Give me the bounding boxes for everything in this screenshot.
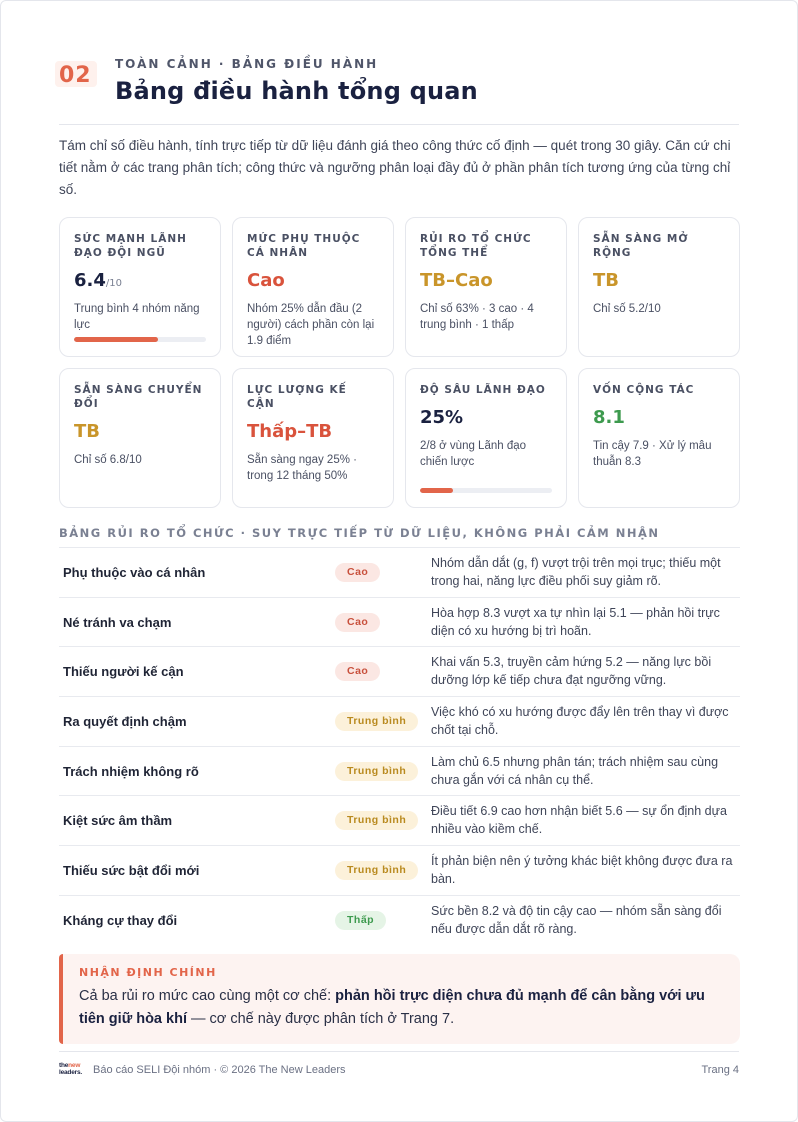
risk-description: Làm chủ 6.5 nhưng phân tán; trách nhiệm sau cùng chưa gắn với cá nhân cụ thể. (431, 754, 719, 787)
page-title: Bảng điều hành tổng quan (115, 77, 478, 105)
kpi-card-value (247, 421, 379, 446)
kpi-card-detail: Chỉ số 5.2/10 (593, 303, 661, 315)
risk-description: Việc khó có xu hướng được đẩy lên trên thay vì được chốt tại chỗ. (431, 705, 729, 738)
risk-level-badge: Cao (335, 613, 380, 632)
kpi-card-detail: Nhóm 25% dẫn đầu (2 người) cách phần còn lại 1.9 điểm (247, 303, 375, 347)
kpi-card-value (74, 421, 206, 446)
section-eyebrow: TOÀN CẢNH · BẢNG ĐIỀU HÀNH (115, 57, 379, 71)
insight-text-bold: phản hồi trực diện chưa đủ mạnh để cân bằng với ưu tiên giữ hòa khí (79, 988, 705, 1027)
risk-name: Kháng cự thay đổi (63, 912, 178, 928)
kpi-progress-bar (74, 337, 206, 342)
kpi-value-text: 25% (420, 407, 464, 428)
risk-level-badge: Trung bình (335, 712, 418, 731)
risk-level-badge: Cao (335, 662, 380, 681)
kpi-value-text: 6.4 (74, 270, 106, 291)
risk-name: Né tránh va chạm (63, 614, 172, 630)
header-divider (59, 124, 739, 125)
kpi-card-value (593, 407, 725, 432)
kpi-card (405, 368, 567, 508)
risk-description: Khai vấn 5.3, truyền cảm hứng 5.2 — năng lực bồi dưỡng lớp kế tiếp chưa đạt ngưỡng vững. (431, 655, 712, 688)
risk-row (59, 547, 740, 597)
kpi-value-text: 8.1 (593, 407, 625, 428)
kpi-card-value (420, 407, 552, 432)
risk-description: Ít phản biện nên ý tưởng khác biệt không được đưa ra bàn. (431, 854, 733, 887)
kpi-card-detail: 2/8 ở vùng Lãnh đạo chiến lược (420, 440, 527, 468)
kpi-card-label: RỦI RO TỔ CHỨC TỔNG THỂ (420, 233, 532, 259)
section-number: 02 (59, 63, 92, 88)
kpi-card (59, 217, 221, 357)
kpi-card-detail: Trung bình 4 nhóm năng lực (74, 303, 200, 331)
risk-row (59, 746, 740, 796)
kpi-card (232, 368, 394, 508)
kpi-card-detail: Chỉ số 6.8/10 (74, 454, 142, 466)
risk-description: Điều tiết 6.9 cao hơn nhận biết 5.6 — sự ổn định dựa nhiều vào kiềm chế. (431, 804, 727, 837)
risk-level-badge: Trung bình (335, 811, 418, 830)
kpi-card-label: VỐN CỘNG TÁC (593, 384, 695, 396)
kpi-card (59, 368, 221, 508)
kpi-value-denominator: /10 (105, 278, 122, 289)
kpi-progress-fill (420, 488, 453, 493)
risk-level-badge: Trung bình (335, 861, 418, 880)
risk-name: Phụ thuộc vào cá nhân (63, 565, 206, 580)
risk-table-heading: BẢNG RỦI RO TỔ CHỨC · SUY TRỰC TIẾP TỪ DỮ LIỆU, KHÔNG PHẢI CẢM NHẬN (59, 526, 660, 540)
kpi-card (578, 368, 740, 508)
kpi-card-label: SẴN SÀNG MỞ RỘNG (593, 233, 689, 259)
brand-logo (59, 1063, 87, 1079)
insight-label: NHẬN ĐỊNH CHÍNH (79, 966, 217, 979)
kpi-card-label: ĐỘ SÂU LÃNH ĐẠO (420, 384, 546, 396)
page-footer (59, 1063, 739, 1079)
risk-name: Thiếu sức bật đổi mới (63, 863, 200, 879)
risk-row (59, 895, 740, 945)
kpi-card-label: MỨC PHỤ THUỘC CÁ NHÂN (247, 233, 361, 259)
section-header (59, 57, 739, 121)
risk-level-badge: Cao (335, 563, 380, 582)
risk-row (59, 795, 740, 845)
risk-level-badge: Trung bình (335, 762, 418, 781)
kpi-card-detail: Tin cậy 7.9 · Xử lý mâu thuẫn 8.3 (593, 440, 712, 468)
risk-description: Sức bền 8.2 và độ tin cậy cao — nhóm sẵn sàng đổi nếu được dẫn dắt rõ ràng. (431, 903, 722, 936)
kpi-card-label: SỨC MẠNH LÃNH ĐẠO ĐỘI NGŨ (74, 233, 187, 259)
risk-description: Nhóm dẫn dắt (g, f) vượt trội trên mọi trục; thiếu một trong hai, năng lực điều phối suy giảm rõ. (431, 556, 721, 588)
kpi-value-text: Thấp–TB (247, 421, 333, 442)
kpi-card-value (420, 270, 552, 295)
kpi-card (405, 217, 567, 357)
insight-text (79, 985, 724, 1031)
key-insight-box (59, 954, 740, 1044)
kpi-card-label: SẴN SÀNG CHUYỂN ĐỔI (74, 384, 203, 410)
logo-new: new (68, 1062, 81, 1069)
kpi-value-text: TB–Cao (420, 270, 493, 291)
risk-row (59, 646, 740, 696)
risk-row (59, 845, 740, 895)
kpi-card-value (247, 270, 379, 295)
kpi-card (232, 217, 394, 357)
risk-table (59, 547, 740, 945)
kpi-card-value (74, 270, 206, 295)
page-number: Trang 4 (701, 1064, 739, 1076)
risk-level-badge: Thấp (335, 911, 386, 930)
kpi-progress-fill (74, 337, 158, 342)
kpi-card (578, 217, 740, 357)
kpi-card-label: LỰC LƯỢNG KẾ CẬN (247, 384, 347, 410)
intro-paragraph: Tám chỉ số điều hành, tính trực tiếp từ dữ liệu đánh giá theo công thức cố định — quét trong 30 giây. Căn cứ chi tiết nằm ở các trang phân tích; công thức và ngưỡng phân loại đầy đủ ở phần phân tích tương ứng của từng chỉ số. (59, 138, 731, 197)
kpi-progress-bar (420, 488, 552, 493)
insight-text-after: — cơ chế này được phân tích ở Trang 7. (186, 1011, 455, 1027)
risk-name: Thiếu người kế cận (63, 664, 184, 680)
risk-row (59, 597, 740, 647)
risk-name: Kiệt sức âm thầm (63, 813, 173, 829)
kpi-value-text: Cao (247, 270, 285, 291)
risk-name: Ra quyết định chậm (63, 714, 187, 730)
kpi-card-detail: Chỉ số 63% · 3 cao · 4 trung bình · 1 thấp (420, 303, 534, 331)
logo-the: the (59, 1062, 69, 1069)
footer-divider (59, 1051, 739, 1052)
footer-text: Báo cáo SELI Đội nhóm · © 2026 The New Leaders (93, 1064, 346, 1076)
kpi-value-text: TB (593, 270, 619, 291)
logo-leaders: leaders. (59, 1068, 82, 1076)
kpi-value-text: TB (74, 421, 100, 442)
risk-description: Hòa hợp 8.3 vượt xa tự nhìn lại 5.1 — phản hồi trực diện có xu hướng bị trì hoãn. (431, 605, 720, 638)
insight-text-before: Cả ba rủi ro mức cao cùng một cơ chế: (79, 988, 336, 1004)
risk-name: Trách nhiệm không rõ (63, 763, 199, 779)
risk-row (59, 696, 740, 746)
kpi-card-detail: Sẵn sàng ngay 25% · trong 12 tháng 50% (247, 454, 357, 482)
kpi-card-value (593, 270, 725, 295)
